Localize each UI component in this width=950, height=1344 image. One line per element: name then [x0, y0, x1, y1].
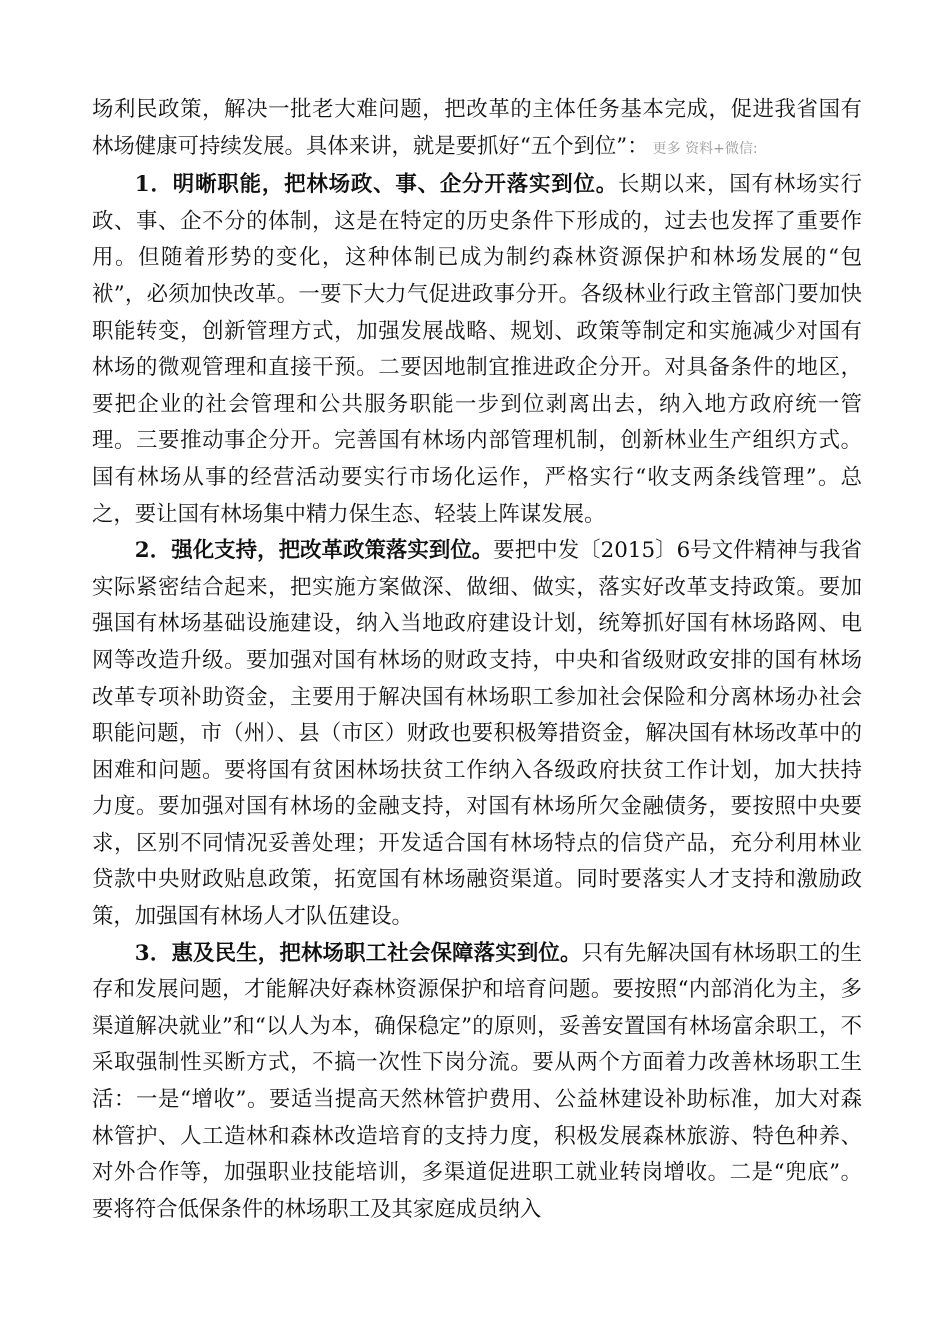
intro-text: 场利民政策，解决一批老大难问题，把改革的主体任务基本完成，促进我省国有林场健康可持续发展。具体来讲，就是要抓好“五个到位”：	[92, 97, 862, 159]
document-page	[92, 92, 862, 1228]
watermark-text: 更多 资料+微信:	[652, 140, 758, 157]
section-2-body: 要把中发〔2015〕6号文件精神与我省实际紧密结合起来，把实施方案做深、做细、做实，落实好改革支持政策。要加强国有林场基础设施建设，纳入当地政府建设计划，统筹抓好国有林场路网、电网等改造升级。要加强对国有林场的财政支持，中央和省级财政安排的国有林场改革专项补助资金，主要用于解决国有林场职工参加社会保险和分离林场办社会职能问题，市（州）、县（市区）财政也要积极筹措资金，解决国有林场改革中的困难和问题。要将国有贫困林场扶贫工作纳入各级政府扶贫工作计划，加大扶持力度。要加强对国有林场的金融支持，对国有林场所欠金融债务，要按照中央要求，区别不同情况妥善处理；开发适合国有林场特点的信贷产品，充分利用林业贷款中央财政贴息政策，拓宽国有林场融资渠道。同时要落实人才支持和激励政策，加强国有林场人才队伍建设。	[92, 538, 862, 930]
section-3-body: 只有先解决国有林场职工的生存和发展问题，才能解决好森林资源保护和培育问题。要按照“内部消化为主，多渠道解决就业”和“以人为本，确保稳定”的原则，妥善安置国有林场富余职工，不采取强制性买断方式，不搞一次性下岗分流。要从两个方面着力改善林场职工生活：一是“增收”。要适当提高天然林管护费用、公益林建设补助标准，加大对森林管护、人工造林和森林改造培育的支持力度，积极发展森林旅游、特色种养、对外合作等，加强职业技能培训，多渠道促进职工就业转岗增收。二是“兜底”。要将符合低保条件的林场职工及其家庭成员纳入	[92, 940, 862, 1222]
section-1-heading: 1．明晰职能，把林场政、事、企分开落实到位。	[134, 172, 618, 198]
section-1-body: 长期以来，国有林场实行政、事、企不分的体制，这是在特定的历史条件下形成的，过去也发挥了重要作用。但随着形势的变化，这种体制已成为制约森林资源保护和林场发展的“包袱”，必须加快改革。一要下大力气促进政事分开。各级林业行政主管部门要加快职能转变，创新管理方式，加强发展战略、规划、政策等制定和实施减少对国有林场的微观管理和直接干预。二要因地制宜推进政企分开。对具备条件的地区，要把企业的社会管理和公共服务职能一步到位剥离出去，纳入地方政府统一管理。三要推动事企分开。完善国有林场内部管理机制，创新林业生产组织方式。国有林场从事的经营活动要实行市场化运作，严格实行“收支两条线管理”。总之，要让国有林场集中精力保生态、轻装上阵谋发展。	[92, 172, 862, 527]
section-2-heading: 2．强化支持，把改革政策落实到位。	[134, 538, 494, 564]
intro-paragraph	[92, 92, 862, 167]
section-2-paragraph	[92, 533, 862, 936]
section-3-paragraph	[92, 936, 862, 1229]
section-3-heading: 3．惠及民生，把林场职工社会保障落实到位。	[134, 940, 582, 966]
section-1-paragraph	[92, 167, 862, 533]
